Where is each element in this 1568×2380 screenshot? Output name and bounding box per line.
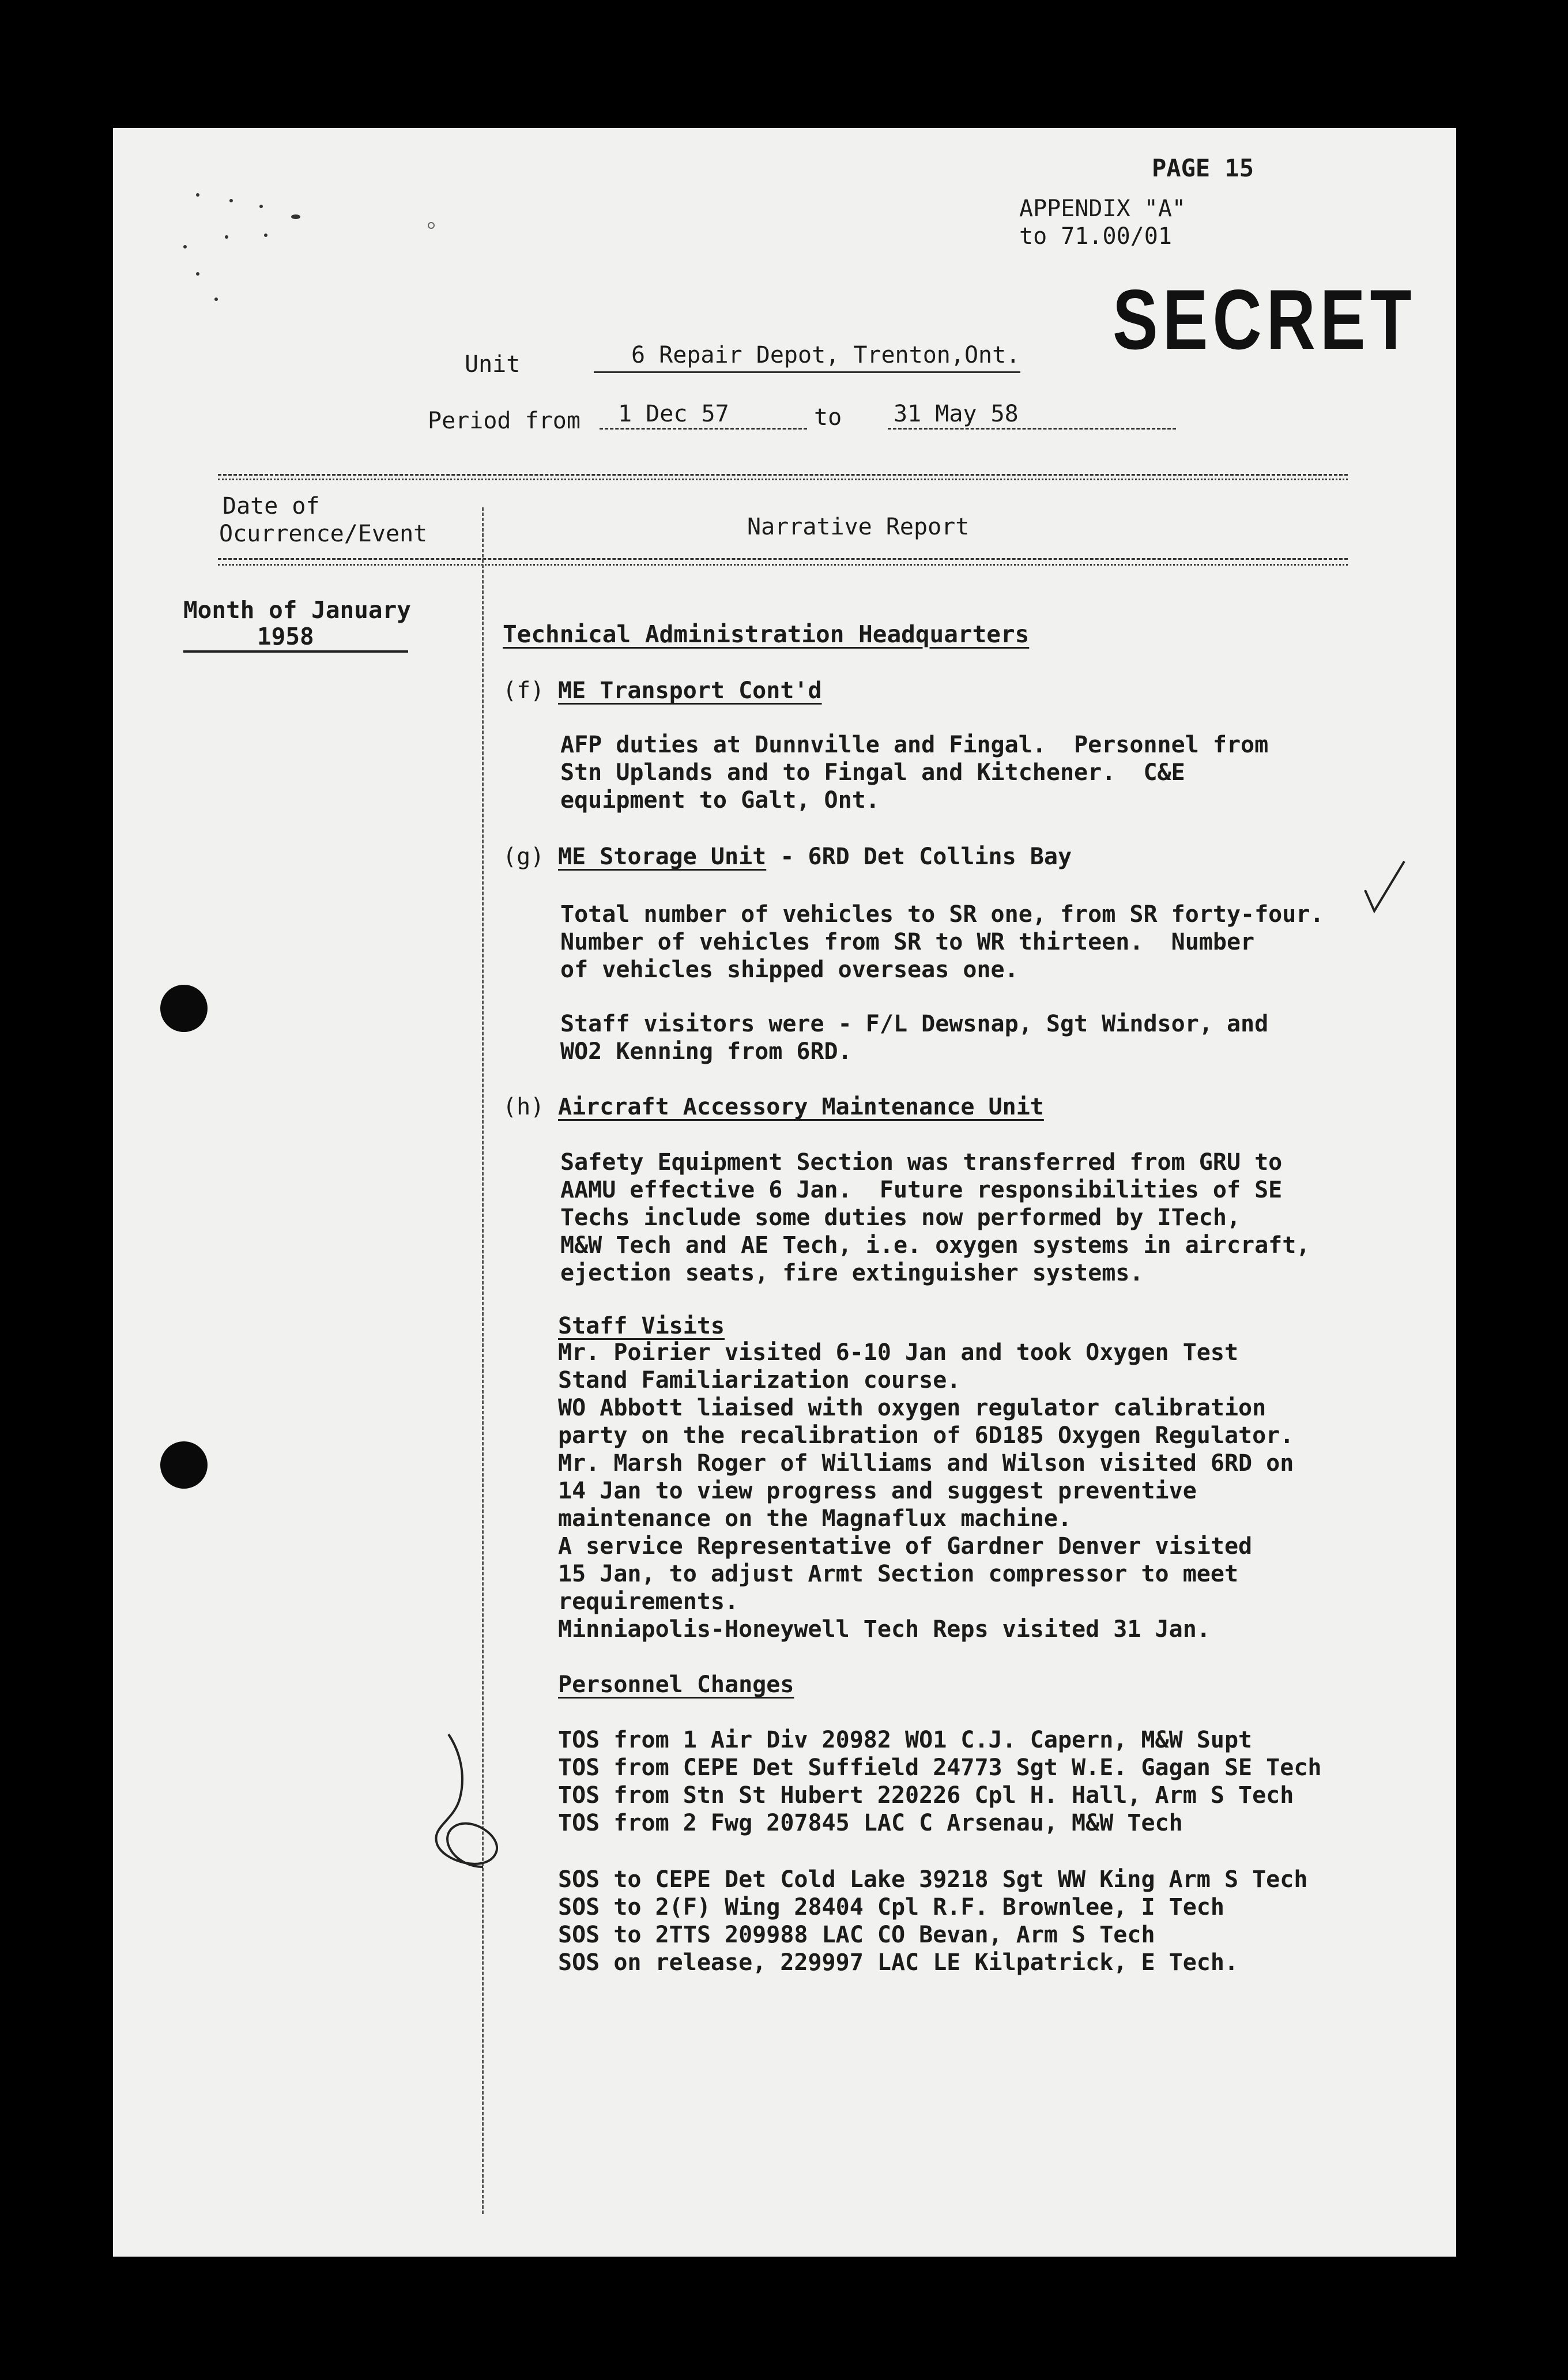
column-divider xyxy=(482,507,484,2214)
item-g-body: Total number of vehicles to SR one, from SR forty-four. Number of vehicles from SR to WR thirteen. Number of vehicles shipped overseas one. xyxy=(560,901,1324,983)
speck-mark xyxy=(196,193,199,197)
period-to-label: to xyxy=(814,404,842,431)
period-label: Period from xyxy=(428,408,581,434)
period-to: 31 May 58 xyxy=(894,401,1019,427)
staff-visits-body: Mr. Poirier visited 6-10 Jan and took Oxygen Test Stand Familiarization course. WO Abbott liaised with oxygen regulator calibration party on the recalibration of 6D185 Oxygen Regulator. Mr. Marsh Roger of Williams and Wilson visited 6RD on 14 Jan to view progress and suggest preventive maintenance on the Magnaflux machine. A service Representative of Gardner Denver visited 15 Jan, to adjust Armt Section compressor to meet requirements. Minniapolis-Honeywell Tech Reps visited 31 Jan. xyxy=(558,1339,1294,1643)
item-g-heading-suffix: - 6RD Det Collins Bay xyxy=(766,843,1072,870)
header-rule-top xyxy=(218,474,1348,476)
item-h-heading: Aircraft Accessory Maintenance Unit xyxy=(558,1094,1044,1120)
speck-mark xyxy=(229,199,233,202)
punch-hole xyxy=(160,985,208,1032)
column-narrative-label: Narrative Report xyxy=(747,514,970,540)
item-h-letter: (h) xyxy=(503,1094,545,1120)
header-rule-bottom-2 xyxy=(218,564,1348,566)
punch-hole xyxy=(160,1441,208,1489)
period-from: 1 Dec 57 xyxy=(618,401,729,427)
appendix-reference: to 71.00/01 xyxy=(1019,223,1172,250)
period-from-underline xyxy=(600,428,807,430)
personnel-sos-list: SOS to CEPE Det Cold Lake 39218 Sgt WW King Arm S Tech SOS to 2(F) Wing 28404 Cpl R.F. Brownlee, I Tech SOS to 2TTS 209988 LAC CO Bevan, Arm S Tech SOS on release, 229997 LAC LE Kilpatrick, E Tech. xyxy=(558,1866,1308,1976)
column-date-label-2: Ocurrence/Event xyxy=(219,521,428,547)
speck-mark xyxy=(259,205,263,208)
unit-value: 6 Repair Depot, Trenton,Ont. xyxy=(631,342,1020,368)
speck-mark xyxy=(183,245,187,248)
item-f-body: AFP duties at Dunnville and Fingal. Personnel from Stn Uplands and to Fingal and Kitchener. C&E equipment to Galt, Ont. xyxy=(560,732,1269,814)
speck-mark xyxy=(225,235,228,239)
month-label: Month of January xyxy=(183,596,411,624)
check-mark-icon xyxy=(1362,858,1408,916)
item-g-visitors: Staff visitors were - F/L Dewsnap, Sgt Windsor, and WO2 Kenning from 6RD. xyxy=(560,1011,1269,1065)
column-date-label-1: Date of xyxy=(223,493,320,519)
speck-mark xyxy=(264,234,267,237)
speck-mark xyxy=(196,272,199,276)
personnel-tos-list: TOS from 1 Air Div 20982 WO1 C.J. Capern, M&W Supt TOS from CEPE Det Suffield 24773 Sgt W.E. Gagan SE Tech TOS from Stn St Hubert 220226 Cpl H. Hall, Arm S Tech TOS from 2 Fwg 207845 LAC C Arsenau, M&W Tech xyxy=(558,1727,1322,1836)
personnel-changes-heading: Personnel Changes xyxy=(558,1671,794,1698)
unit-underline xyxy=(594,371,1020,373)
handwritten-scribble xyxy=(420,1728,512,1878)
header-rule-bottom xyxy=(218,558,1348,560)
unit-label: Unit xyxy=(465,351,521,378)
month-year: 1958 xyxy=(257,623,314,650)
item-f-letter: (f) xyxy=(503,677,545,704)
item-g-letter: (g) xyxy=(503,843,545,870)
period-to-underline xyxy=(888,428,1176,430)
staff-visits-heading: Staff Visits xyxy=(558,1313,725,1339)
item-h-body: Safety Equipment Section was transferred from GRU to AAMU effective 6 Jan. Future responsibilities of SE Techs include some duties now performed by ITech, M&W Tech and AE Tech, i.e. oxygen systems in aircraft, ejection seats, fire extinguisher systems. xyxy=(560,1149,1310,1286)
secret-stamp: SECRET xyxy=(1113,272,1416,368)
speck-mark xyxy=(291,214,300,219)
speck-mark xyxy=(428,222,435,229)
item-f-heading: ME Transport Cont'd xyxy=(558,677,822,704)
header-rule-top-2 xyxy=(218,479,1348,480)
speck-mark xyxy=(214,298,218,301)
page-number: PAGE 15 xyxy=(1152,154,1254,182)
appendix-label: APPENDIX "A" xyxy=(1019,195,1186,222)
item-g-heading: ME Storage Unit xyxy=(558,843,767,870)
item-g-heading-line xyxy=(558,843,1072,871)
section-title: Technical Administration Headquarters xyxy=(503,620,1030,648)
month-underline xyxy=(183,650,408,653)
